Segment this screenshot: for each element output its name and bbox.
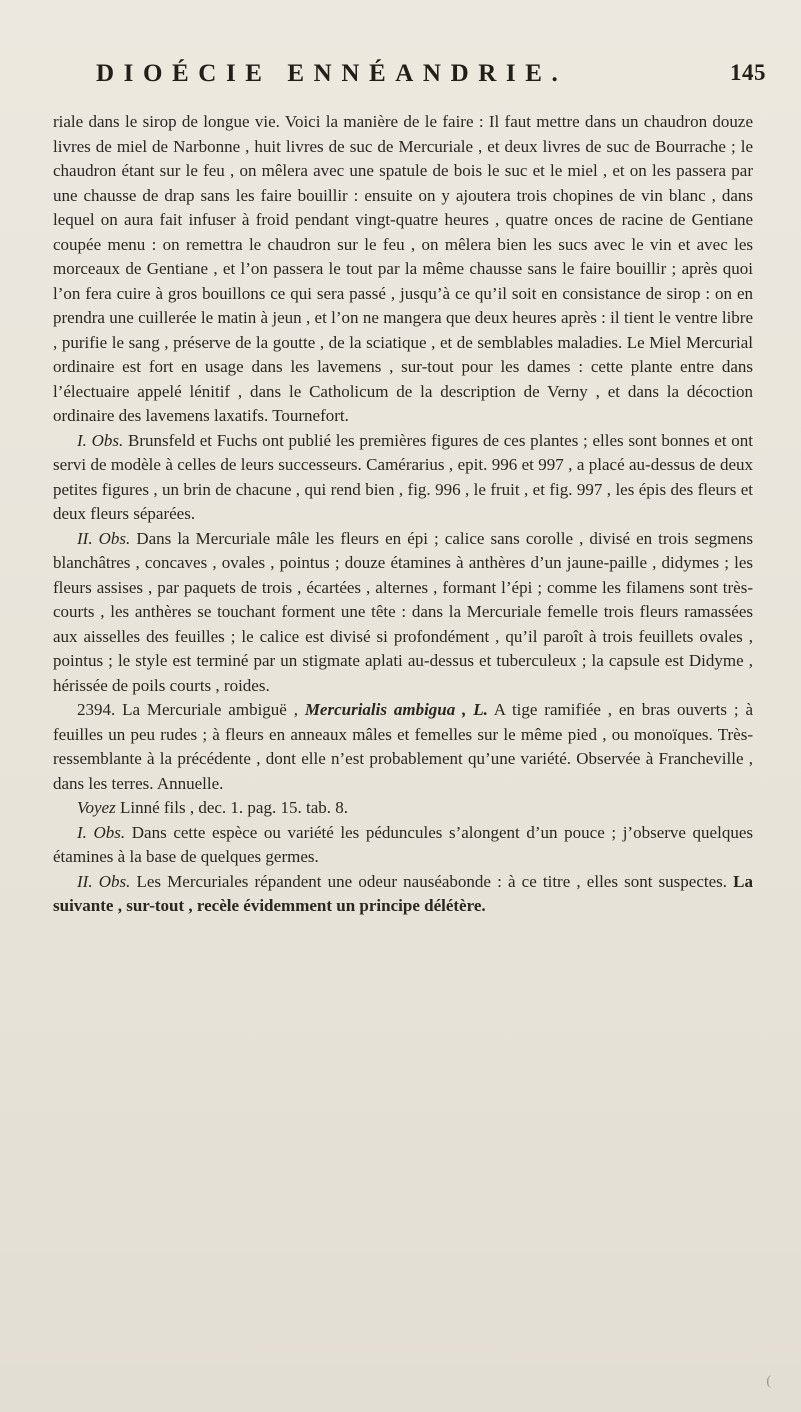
page-number: 145	[730, 60, 766, 85]
paragraph-label: II. Obs.	[77, 871, 131, 891]
paragraph-text: A tige ramifiée , en bras ouverts ; à feuilles un peu rudes ; à fleurs en anneaux mâles et femelles sur le même pied , ou monoïques. Très-ressemblante à la précédente , dont elle n’est probablement qu’une variété. Observée à Francheville , dans les terres. Annuelle.	[53, 700, 753, 793]
paragraph-text: Linné fils , dec. 1. pag. 15. tab. 8.	[115, 798, 348, 817]
paragraph-text: riale dans le sirop de longue vie. Voici la manière de le faire : Il faut mettre dans un chaudron douze livres de miel de Narbonne , huit livres de suc de Mercuriale , et deux livres de suc de Bourrache ; le chaudron étant sur le feu , on mêlera avec une spatule de bois le suc et le miel , et on les passera par une chausse de drap sans les faire bouillir : ensuite on y ajoutera trois chopines de vin blanc , dans lequel on aura fait infuser à froid pendant vingt-quatre heures , quatre onces de racine de Gentiane coupée menu : on remettra le chaudron sur le feu , on mêlera bien les sucs avec le vin et avec les morceaux de Gentiane , et l’on passera le tout par la même chausse sans le faire bouillir ; après quoi l’on fera cuire à gros bouillons ce qui sera passé , jusqu’à ce qu’il soit en consistance de sirop : on en prendra une cuillerée le matin à jeun , et l’on ne mangera que deux heures après : il tient le ventre libre , purifie le sang , préserve de la goutte , de la sciatique , et de semblables maladies. Le Miel Mercurial ordinaire est fort en usage dans les lavemens , sur-tout pour les dames : cette plante entre dans l’électuaire appelé lénitif , dans le Catholicum de la description de Verny , et dans la décoction ordinaire des lavemens laxatifs. Tournefort.	[53, 112, 753, 425]
page-corner-mark: (	[766, 1374, 771, 1389]
paragraph-obs-3	[53, 821, 753, 870]
paragraph-obs-2	[53, 527, 753, 699]
paragraph-label: I. Obs.	[77, 430, 124, 450]
running-header	[96, 60, 766, 92]
paragraph-text: Les Mercuriales répandent une odeur nauséabonde : à ce titre , elles sont suspectes.	[130, 871, 734, 891]
paragraph-text-emphasis: La suivante , sur-tout , recèle évidemment un principe délétère.	[53, 871, 753, 915]
paragraph-obs-1	[53, 429, 753, 527]
paragraph-reference	[53, 796, 753, 821]
paragraph-text: Dans cette espèce ou variété les péduncules s’alongent d’un pouce ; j’observe quelques étamines à la base de quelques germes.	[53, 822, 753, 866]
paragraph-label: Voyez	[77, 798, 116, 817]
page-body	[53, 110, 753, 919]
paragraph-text: La Mercuriale ambiguë ,	[115, 700, 305, 719]
paragraph-text: Brunsfeld et Fuchs ont publié les premières figures de ces plantes ; elles sont bonnes et ont servi de modèle à celles de leurs successeurs. Camérarius , epit. 996 et 997 , a placé au-dessus de deux petites figures , un brin de chacune , qui rend bien , fig. 996 , le fruit , et fig. 997 , les épis des fleurs et deux fleurs séparées.	[53, 430, 753, 523]
paragraph-label: II. Obs.	[77, 528, 131, 548]
paragraph-sirop	[53, 110, 753, 429]
species-number: 2394.	[77, 700, 116, 719]
paragraph-species-2394	[53, 698, 753, 796]
paragraph-obs-4	[53, 870, 753, 919]
species-latin-name: Mercurialis ambigua , L.	[304, 700, 488, 719]
running-title: DIOÉCIE ENNÉANDRIE.	[96, 60, 568, 87]
paragraph-label: I. Obs.	[77, 822, 126, 842]
paragraph-text: Dans la Mercuriale mâle les fleurs en épi ; calice sans corolle , divisé en trois segmens blanchâtres , concaves , ovales , pointus ; douze étamines à anthères d’un jaune-paille , didymes ; les fleurs assises , par paquets de trois , écartées , alternes , formant l’épi ; comme les filamens sont très-courts , les anthères se touchant forment une tête : dans la Mercuriale femelle trois fleurs ramassées aux aisselles des feuilles ; le calice est divisé si profondément , qu’il paroît à trois feuillets ovales , pointus ; le style est terminé par un stigmate aplati au-dessus et tuberculeux ; la capsule est Didyme , hérissée de poils courts , roides.	[53, 528, 753, 695]
